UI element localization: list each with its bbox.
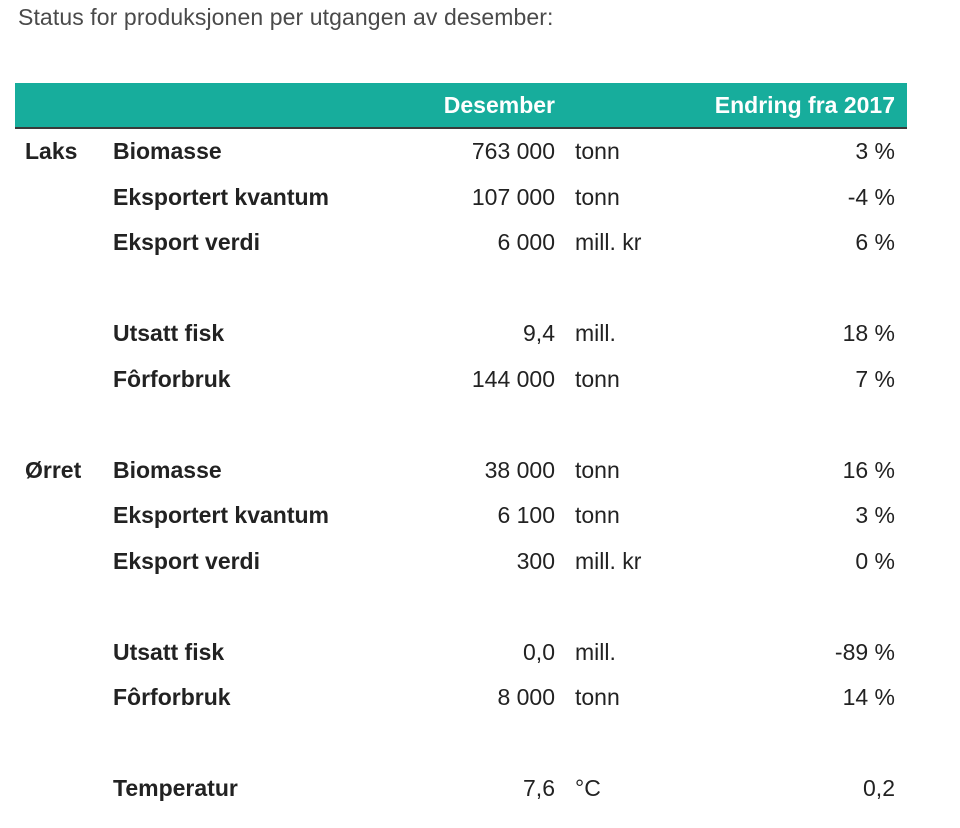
row-label: Biomasse	[113, 138, 222, 164]
row-unit: °C	[575, 775, 601, 801]
row-change: 14 %	[842, 684, 895, 710]
row-unit: tonn	[575, 684, 620, 710]
table-header	[15, 83, 907, 129]
row-unit: tonn	[575, 365, 620, 392]
row-label: Temperatur	[113, 775, 238, 801]
row-label: Fôrforbruk	[113, 684, 231, 710]
row-value: 38 000	[484, 456, 555, 483]
table-row	[15, 220, 907, 266]
row-value: 8 000	[497, 684, 555, 710]
spacer-row	[15, 402, 907, 448]
row-value: 6 000	[497, 229, 555, 255]
row-label: Utsatt fisk	[113, 320, 225, 346]
table-row	[15, 493, 907, 539]
table-row	[15, 311, 907, 357]
row-unit: tonn	[575, 456, 620, 483]
row-label: Eksportert kvantum	[113, 502, 330, 528]
row-label: Fôrforbruk	[113, 365, 231, 392]
table-row	[15, 539, 907, 585]
row-change: 3 %	[855, 138, 895, 164]
row-change: 7 %	[855, 365, 895, 392]
spacer-row	[15, 584, 907, 630]
table-row	[15, 630, 907, 676]
row-value: 144 000	[471, 365, 555, 392]
row-value: 107 000	[471, 183, 555, 210]
row-unit: mill.	[575, 320, 616, 346]
table-row	[15, 448, 907, 494]
row-unit: tonn	[575, 138, 620, 164]
species-label: Laks	[25, 138, 78, 164]
spacer-row	[15, 721, 907, 767]
row-label: Eksport verdi	[113, 229, 260, 255]
row-value: 0,0	[523, 638, 555, 665]
species-label: Ørret	[25, 456, 82, 483]
row-value: 6 100	[497, 502, 555, 528]
header-change: Endring fra 2017	[714, 92, 895, 118]
row-change: 3 %	[855, 502, 895, 528]
row-label: Eksport verdi	[113, 547, 260, 574]
table-row	[15, 175, 907, 221]
row-value: 7,6	[523, 775, 555, 801]
table-row	[15, 129, 907, 175]
intro-text: Status for produksjonen per utgangen av desember:	[18, 4, 554, 30]
spacer-row	[15, 266, 907, 312]
production-status-table	[15, 83, 907, 812]
row-value: 9,4	[523, 320, 555, 346]
header-month: Desember	[443, 92, 555, 118]
row-value: 300	[516, 547, 555, 574]
row-change: -89 %	[834, 638, 895, 665]
row-change: 18 %	[842, 320, 895, 346]
row-change: 0 %	[855, 547, 895, 574]
row-unit: mill.	[575, 638, 616, 665]
row-value: 763 000	[471, 138, 555, 164]
row-unit: tonn	[575, 502, 620, 528]
row-label: Eksportert kvantum	[113, 183, 330, 210]
table-row	[15, 357, 907, 403]
table-row	[15, 766, 907, 812]
row-change: 6 %	[855, 229, 895, 255]
row-change: -4 %	[847, 183, 895, 210]
row-label: Biomasse	[113, 456, 222, 483]
row-unit: mill. kr	[575, 229, 642, 255]
row-unit: tonn	[575, 183, 620, 210]
row-unit: mill. kr	[575, 547, 642, 574]
row-change: 0,2	[863, 775, 895, 801]
row-change: 16 %	[842, 456, 895, 483]
row-label: Utsatt fisk	[113, 638, 225, 665]
table-row	[15, 675, 907, 721]
